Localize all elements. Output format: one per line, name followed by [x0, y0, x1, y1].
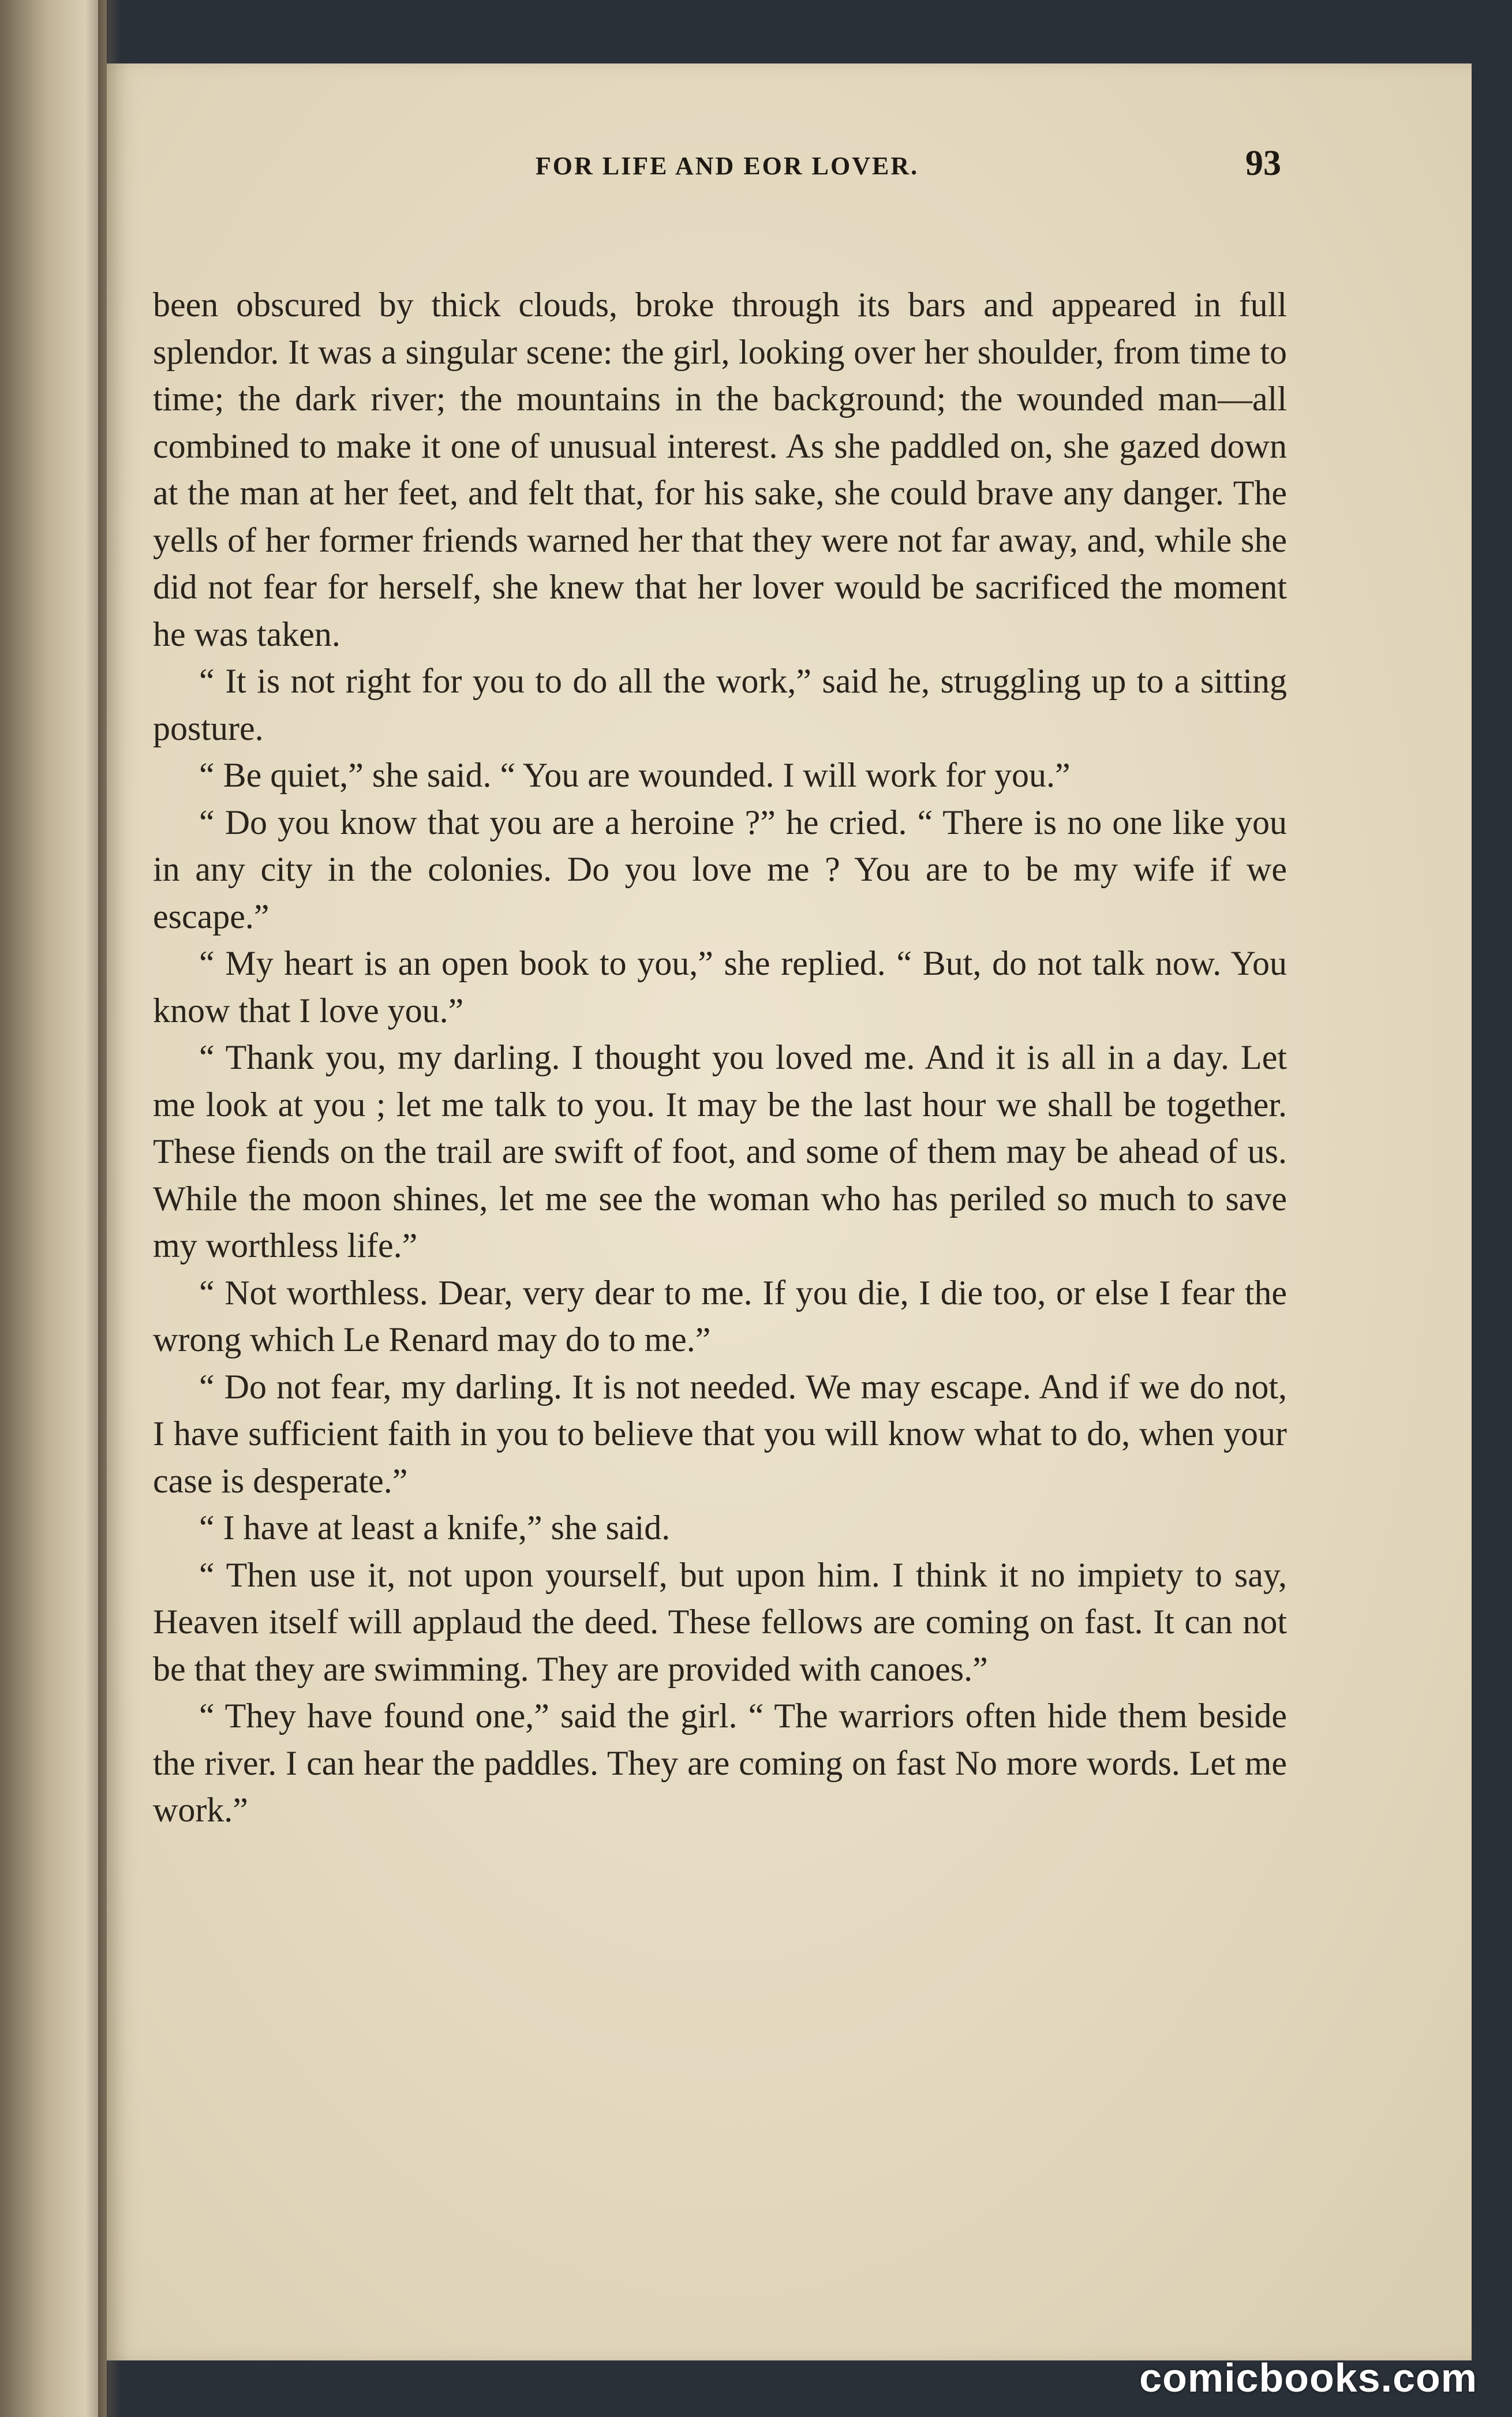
site-watermark: comicbooks.com	[1139, 2355, 1477, 2400]
paragraph: “ Do you know that you are a heroine ?” he cried. “ There is no one like you in any city in the colonies. Do you love me ? You are to be my wife if we escape.”	[153, 803, 1287, 936]
paragraph: “ My heart is an open book to you,” she replied. “ But, do not talk now. You know that I love you.”	[153, 944, 1287, 1030]
facing-page-edge	[0, 0, 107, 2417]
paragraph: “ It is not right for you to do all the work,” said he, struggling up to a sitting posture.	[153, 662, 1287, 747]
page-body	[153, 282, 1287, 1834]
page-number: 93	[1245, 144, 1281, 183]
page-header	[173, 139, 1281, 202]
paragraph: “ Do not fear, my darling. It is not needed. We may escape. And if we do not, I have sufficient faith in you to believe that you will know what to do, when your case is desperate.”	[153, 1367, 1287, 1500]
paragraph-final: “ They have found one,” said the girl. “ The warriors often hide them beside the river. I can hear the paddles. They are coming on fast No more words. Let me work.”	[153, 1697, 1287, 1829]
paragraph: “ Not worthless. Dear, very dear to me. If you die, I die too, or else I fear the wrong which Le Renard may do to me.”	[153, 1273, 1287, 1359]
running-title: FOR LIFE AND EOR LOVER.	[535, 152, 919, 180]
paragraph-continued: been obscured by thick clouds, broke through its bars and appeared in full splendor. It was a singular scene: the girl, looking over her shoulder, from time to time; the dark river; the mountains in the background; the wounded man—all combined to make it one of unusual interest. As she paddled on, she gazed down at the man at her feet, and felt that, for his sake, she could brave any danger. The yells of her former friends warned her that they were not far away, and, while she did not fear for herself, she knew that her lover would be sacrificed the moment he was taken.	[153, 286, 1287, 653]
paragraph: “ Thank you, my darling. I thought you loved me. And it is all in a day. Let me look at you ; let me talk to you. It may be the last hour we shall be together. These fiends on the trail are swift of foot, and some of them may be ahead of us. While the moon shines, let me see the woman who has periled so much to save my worthless life.”	[153, 1038, 1287, 1264]
paragraph: “ I have at least a knife,” she said.	[199, 1509, 671, 1547]
paragraph: “ Be quiet,” she said. “ You are wounded. I will work for you.”	[199, 756, 1071, 794]
paragraph: “ Then use it, not upon yourself, but upon him. I think it no impiety to say, Heaven itself will applaud the deed. These fellows are coming on fast. It can not be that they are swimming. They are provided with canoes.”	[153, 1555, 1287, 1688]
